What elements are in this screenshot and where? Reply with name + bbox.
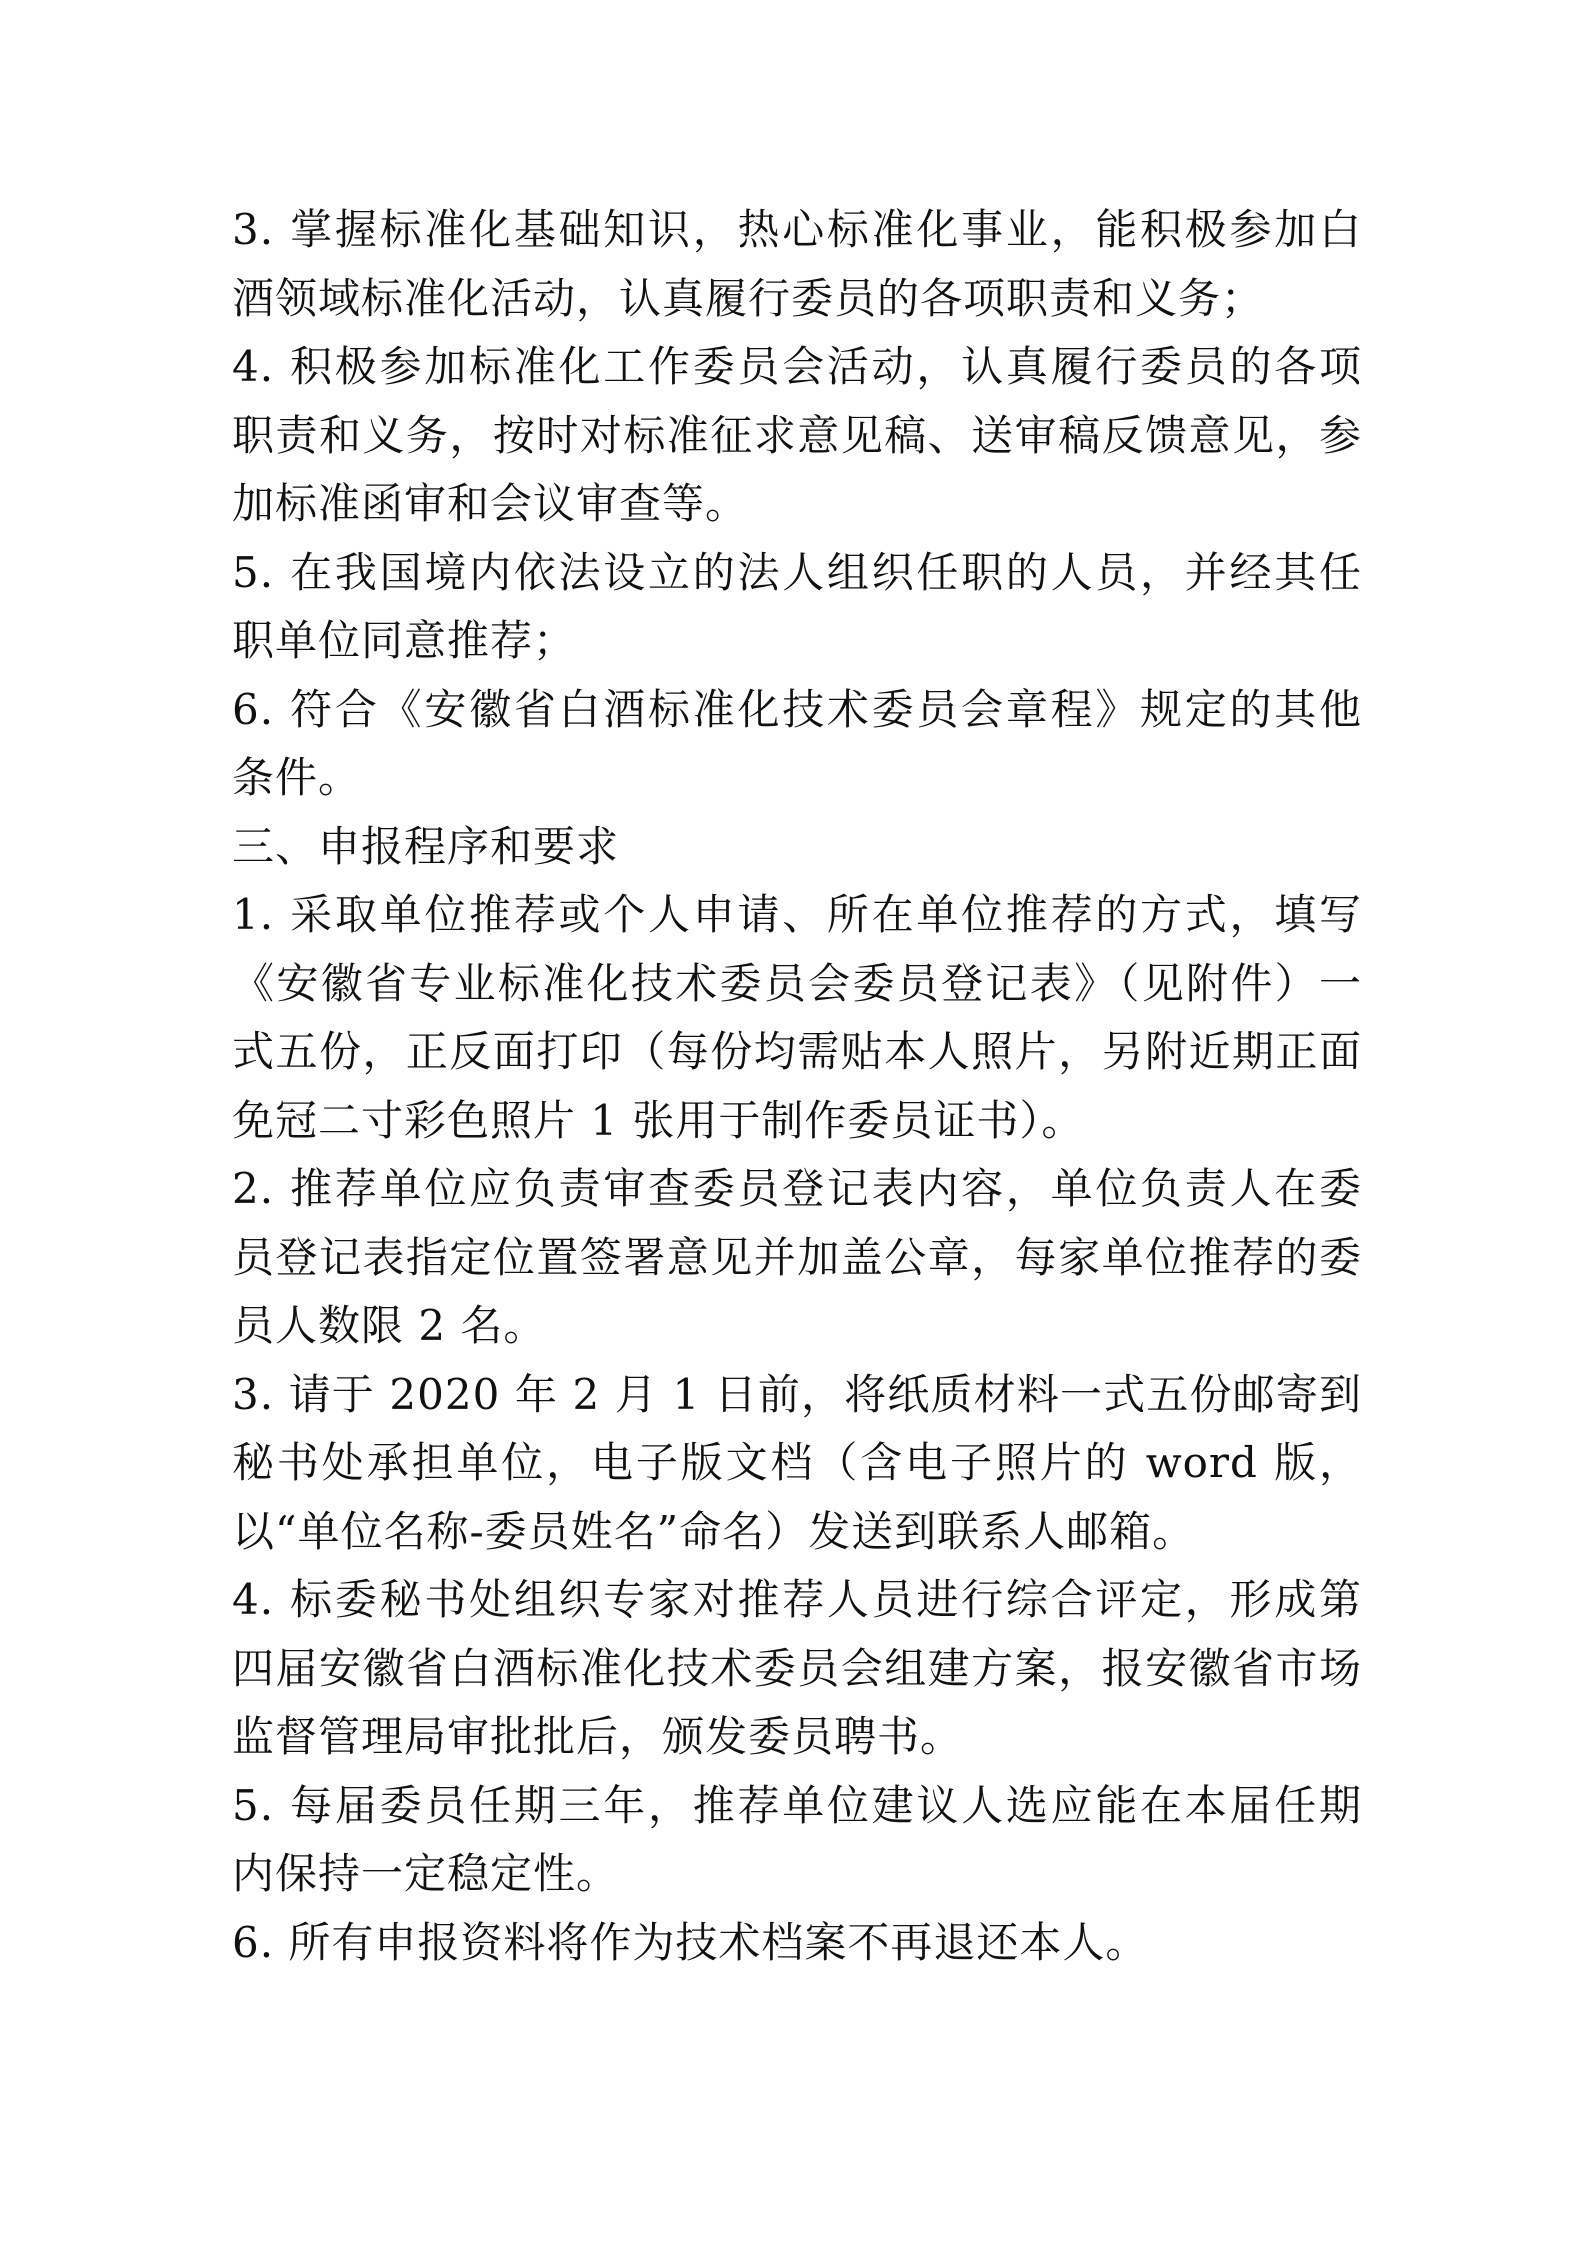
paragraph-procedure-1: 1. 采取单位推荐或个人申请、所在单位推荐的方式，填写《安徽省专业标准化技术委员会委员登记表》（见附件）一式五份，正反面打印（每份均需贴本人照片，另附近期正面免冠二寸彩色照片 1 张用于制作委员证书）。 [232,890,1362,1145]
paragraph-requirement-3: 3. 掌握标准化基础知识，热心标准化事业，能积极参加白酒领域标准化活动，认真履行委员的各项职责和义务； [232,205,1362,323]
paragraph-requirement-5: 5. 在我国境内依法设立的法人组织任职的人员，并经其任职单位同意推荐； [232,547,1362,665]
paragraph-procedure-3: 3. 请于 2020 年 2 月 1 日前，将纸质材料一式五份邮寄到秘书处承担单位，电子版文档（含电子照片的 word 版，以“单位名称-委员姓名”命名）发送到联系人邮箱。 [232,1369,1362,1556]
section-heading: 三、申报程序和要求 [232,821,620,871]
paragraph-procedure-2: 2. 推荐单位应负责审查委员登记表内容，单位负责人在委员登记表指定位置签署意见并加盖公章，每家单位推荐的委员人数限 2 名。 [232,1164,1362,1350]
paragraph-procedure-4: 4. 标委秘书处组织专家对推荐人员进行综合评定，形成第四届安徽省白酒标准化技术委员会组建方案，报安徽省市场监督管理局审批批后，颁发委员聘书。 [232,1575,1362,1761]
paragraph-requirement-6: 6. 符合《安徽省白酒标准化技术委员会章程》规定的其他条件。 [232,684,1362,802]
paragraph-procedure-5: 5. 每届委员任期三年，推荐单位建议人选应能在本届任期内保持一定稳定性。 [232,1780,1362,1898]
paragraph-requirement-4: 4. 积极参加标准化工作委员会活动，认真履行委员的各项职责和义务，按时对标准征求意见稿、送审稿反馈意见，参加标准函审和会议审查等。 [232,342,1362,528]
paragraph-procedure-6: 6. 所有申报资料将作为技术档案不再退还本人。 [232,1917,1149,1967]
document-body [232,196,1362,1977]
